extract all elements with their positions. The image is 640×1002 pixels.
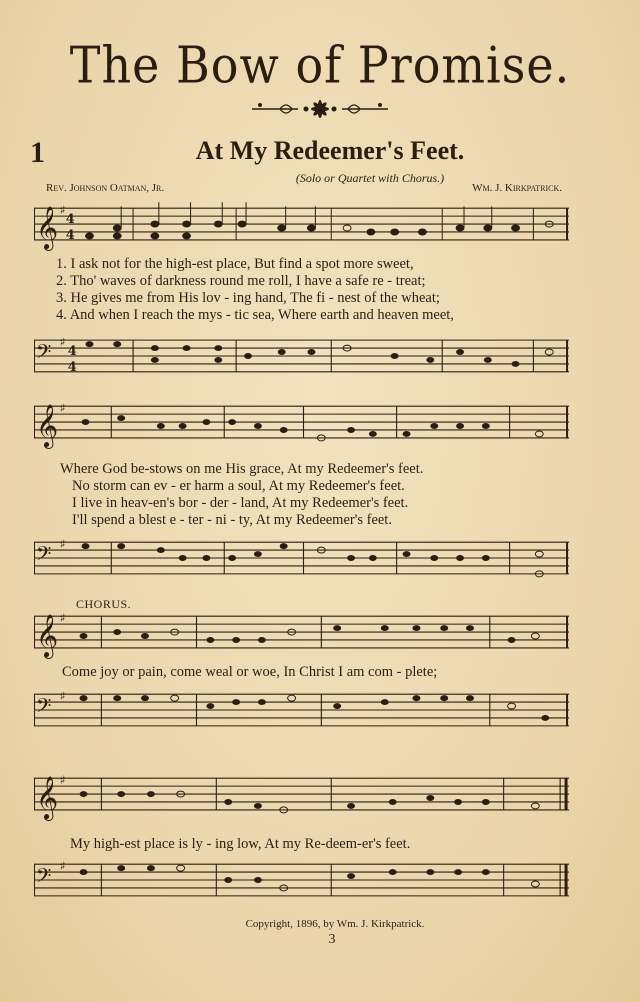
svg-text:𝄢: 𝄢 bbox=[35, 863, 52, 892]
verse-lyric-line: 4. And when I reach the mys - tic sea, Where earth and heaven meet, bbox=[56, 307, 454, 323]
composer-credit: Wm. J. Kirkpatrick. bbox=[472, 182, 562, 194]
bass-staff-system-3 bbox=[34, 682, 574, 740]
treble-staff-system-1 bbox=[34, 200, 574, 258]
chorus-lyric-line: Come joy or pain, come weal or woe, In Christ I am com - plete; bbox=[62, 664, 438, 680]
verse-lyric-line: I live in heav-en's bor - der - land, At my Redeemer's feet. bbox=[72, 495, 409, 511]
bass-staff-system-1 bbox=[34, 326, 574, 384]
svg-text:♯: ♯ bbox=[59, 773, 66, 788]
treble-staff-system-3 bbox=[34, 608, 574, 666]
svg-text:♯: ♯ bbox=[59, 537, 66, 552]
ornament-divider bbox=[250, 96, 390, 122]
verse-lyric-line: Where God be-stows on me His grace, At my Redeemer's feet. bbox=[60, 461, 424, 477]
bass-staff-system-2 bbox=[34, 530, 574, 588]
book-title: The Bow of Promise. bbox=[69, 35, 571, 95]
treble-staff-system-2 bbox=[34, 398, 574, 456]
svg-text:𝄞: 𝄞 bbox=[35, 402, 59, 447]
svg-text:4: 4 bbox=[67, 359, 77, 375]
svg-text:4: 4 bbox=[67, 344, 77, 359]
treble-staff-system-4 bbox=[34, 770, 574, 828]
svg-text:𝄢: 𝄢 bbox=[35, 541, 52, 570]
chorus-label: CHORUS. bbox=[76, 597, 132, 611]
verse-lyric-line: No storm can ev - er harm a soul, At my Redeemer's feet. bbox=[72, 478, 405, 494]
svg-text:𝄞: 𝄞 bbox=[35, 612, 59, 657]
verse-lyric-line: I'll spend a blest e - ter - ni - ty, At my Redeemer's feet. bbox=[72, 512, 392, 528]
copyright-notice: Copyright, 1896, by Wm. J. Kirkpatrick. bbox=[245, 918, 425, 930]
hymn-number: 1 bbox=[30, 136, 45, 169]
svg-text:♯: ♯ bbox=[59, 611, 66, 626]
lyricist-credit: Rev. Johnson Oatman, Jr. bbox=[46, 182, 165, 194]
svg-text:𝄢: 𝄢 bbox=[35, 693, 52, 722]
svg-text:♯: ♯ bbox=[59, 203, 66, 218]
hymn-title: At My Redeemer's Feet. bbox=[195, 136, 465, 165]
svg-text:♯: ♯ bbox=[59, 401, 66, 416]
bass-staff-system-4 bbox=[34, 852, 574, 910]
performance-note: (Solo or Quartet with Chorus.) bbox=[295, 171, 445, 185]
svg-text:𝄞: 𝄞 bbox=[35, 204, 59, 249]
svg-text:𝄢: 𝄢 bbox=[35, 339, 52, 368]
svg-text:♯: ♯ bbox=[59, 859, 66, 874]
verse-lyric-line: 1. I ask not for the high-est place, But find a spot more sweet, bbox=[56, 256, 414, 272]
svg-text:♯: ♯ bbox=[59, 689, 66, 704]
verse-lyric-line: 3. He gives me from His lov - ing hand, The fi - nest of the wheat; bbox=[56, 290, 440, 306]
chorus-lyric-line: My high-est place is ly - ing low, At my Re-deem-er's feet. bbox=[70, 836, 411, 852]
svg-text:4: 4 bbox=[65, 212, 75, 228]
verse-lyric-line: 2. Tho' waves of darkness round me roll, I have a safe re - treat; bbox=[56, 273, 426, 289]
page-number: 3 bbox=[328, 932, 336, 947]
svg-text:♯: ♯ bbox=[59, 335, 66, 350]
svg-text:𝄞: 𝄞 bbox=[35, 774, 59, 819]
svg-text:4: 4 bbox=[65, 227, 75, 243]
